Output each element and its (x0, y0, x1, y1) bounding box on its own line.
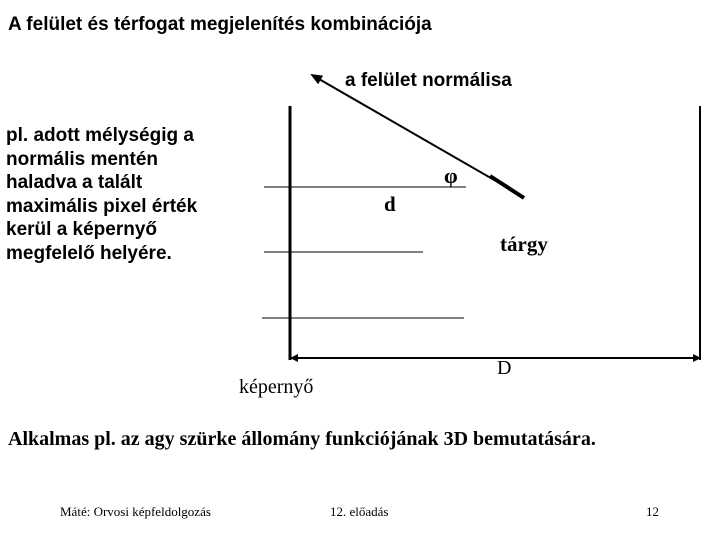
normal-endpoint (490, 176, 524, 198)
application-text: Alkalmas pl. az agy szürke állomány funkciójának 3D bemutatására. (8, 428, 596, 450)
phi-label: φ (444, 163, 458, 188)
object-label: tárgy (500, 232, 548, 256)
description-line: pl. adott mélységig a (6, 125, 194, 146)
normal-label: a felület normálisa (345, 70, 512, 91)
description-text (6, 124, 246, 265)
page-number: 12 (646, 504, 659, 519)
depth-label: d (384, 192, 396, 216)
description-line: kerül a képernyő (6, 219, 158, 240)
description-line: megfelelő helyére. (6, 242, 172, 264)
screen-label: képernyő (239, 376, 314, 398)
description-line: normális mentén (6, 148, 159, 170)
footer-lecture: 12. előadás (330, 504, 389, 519)
dimension-label: D (497, 357, 512, 379)
footer-author: Máté: Orvosi képfeldolgozás (60, 504, 211, 519)
description-line: maximális pixel érték (6, 195, 198, 217)
description-line: haladva a talált (6, 172, 143, 193)
slide-title: A felület és térfogat megjelenítés kombinációja (8, 14, 432, 35)
